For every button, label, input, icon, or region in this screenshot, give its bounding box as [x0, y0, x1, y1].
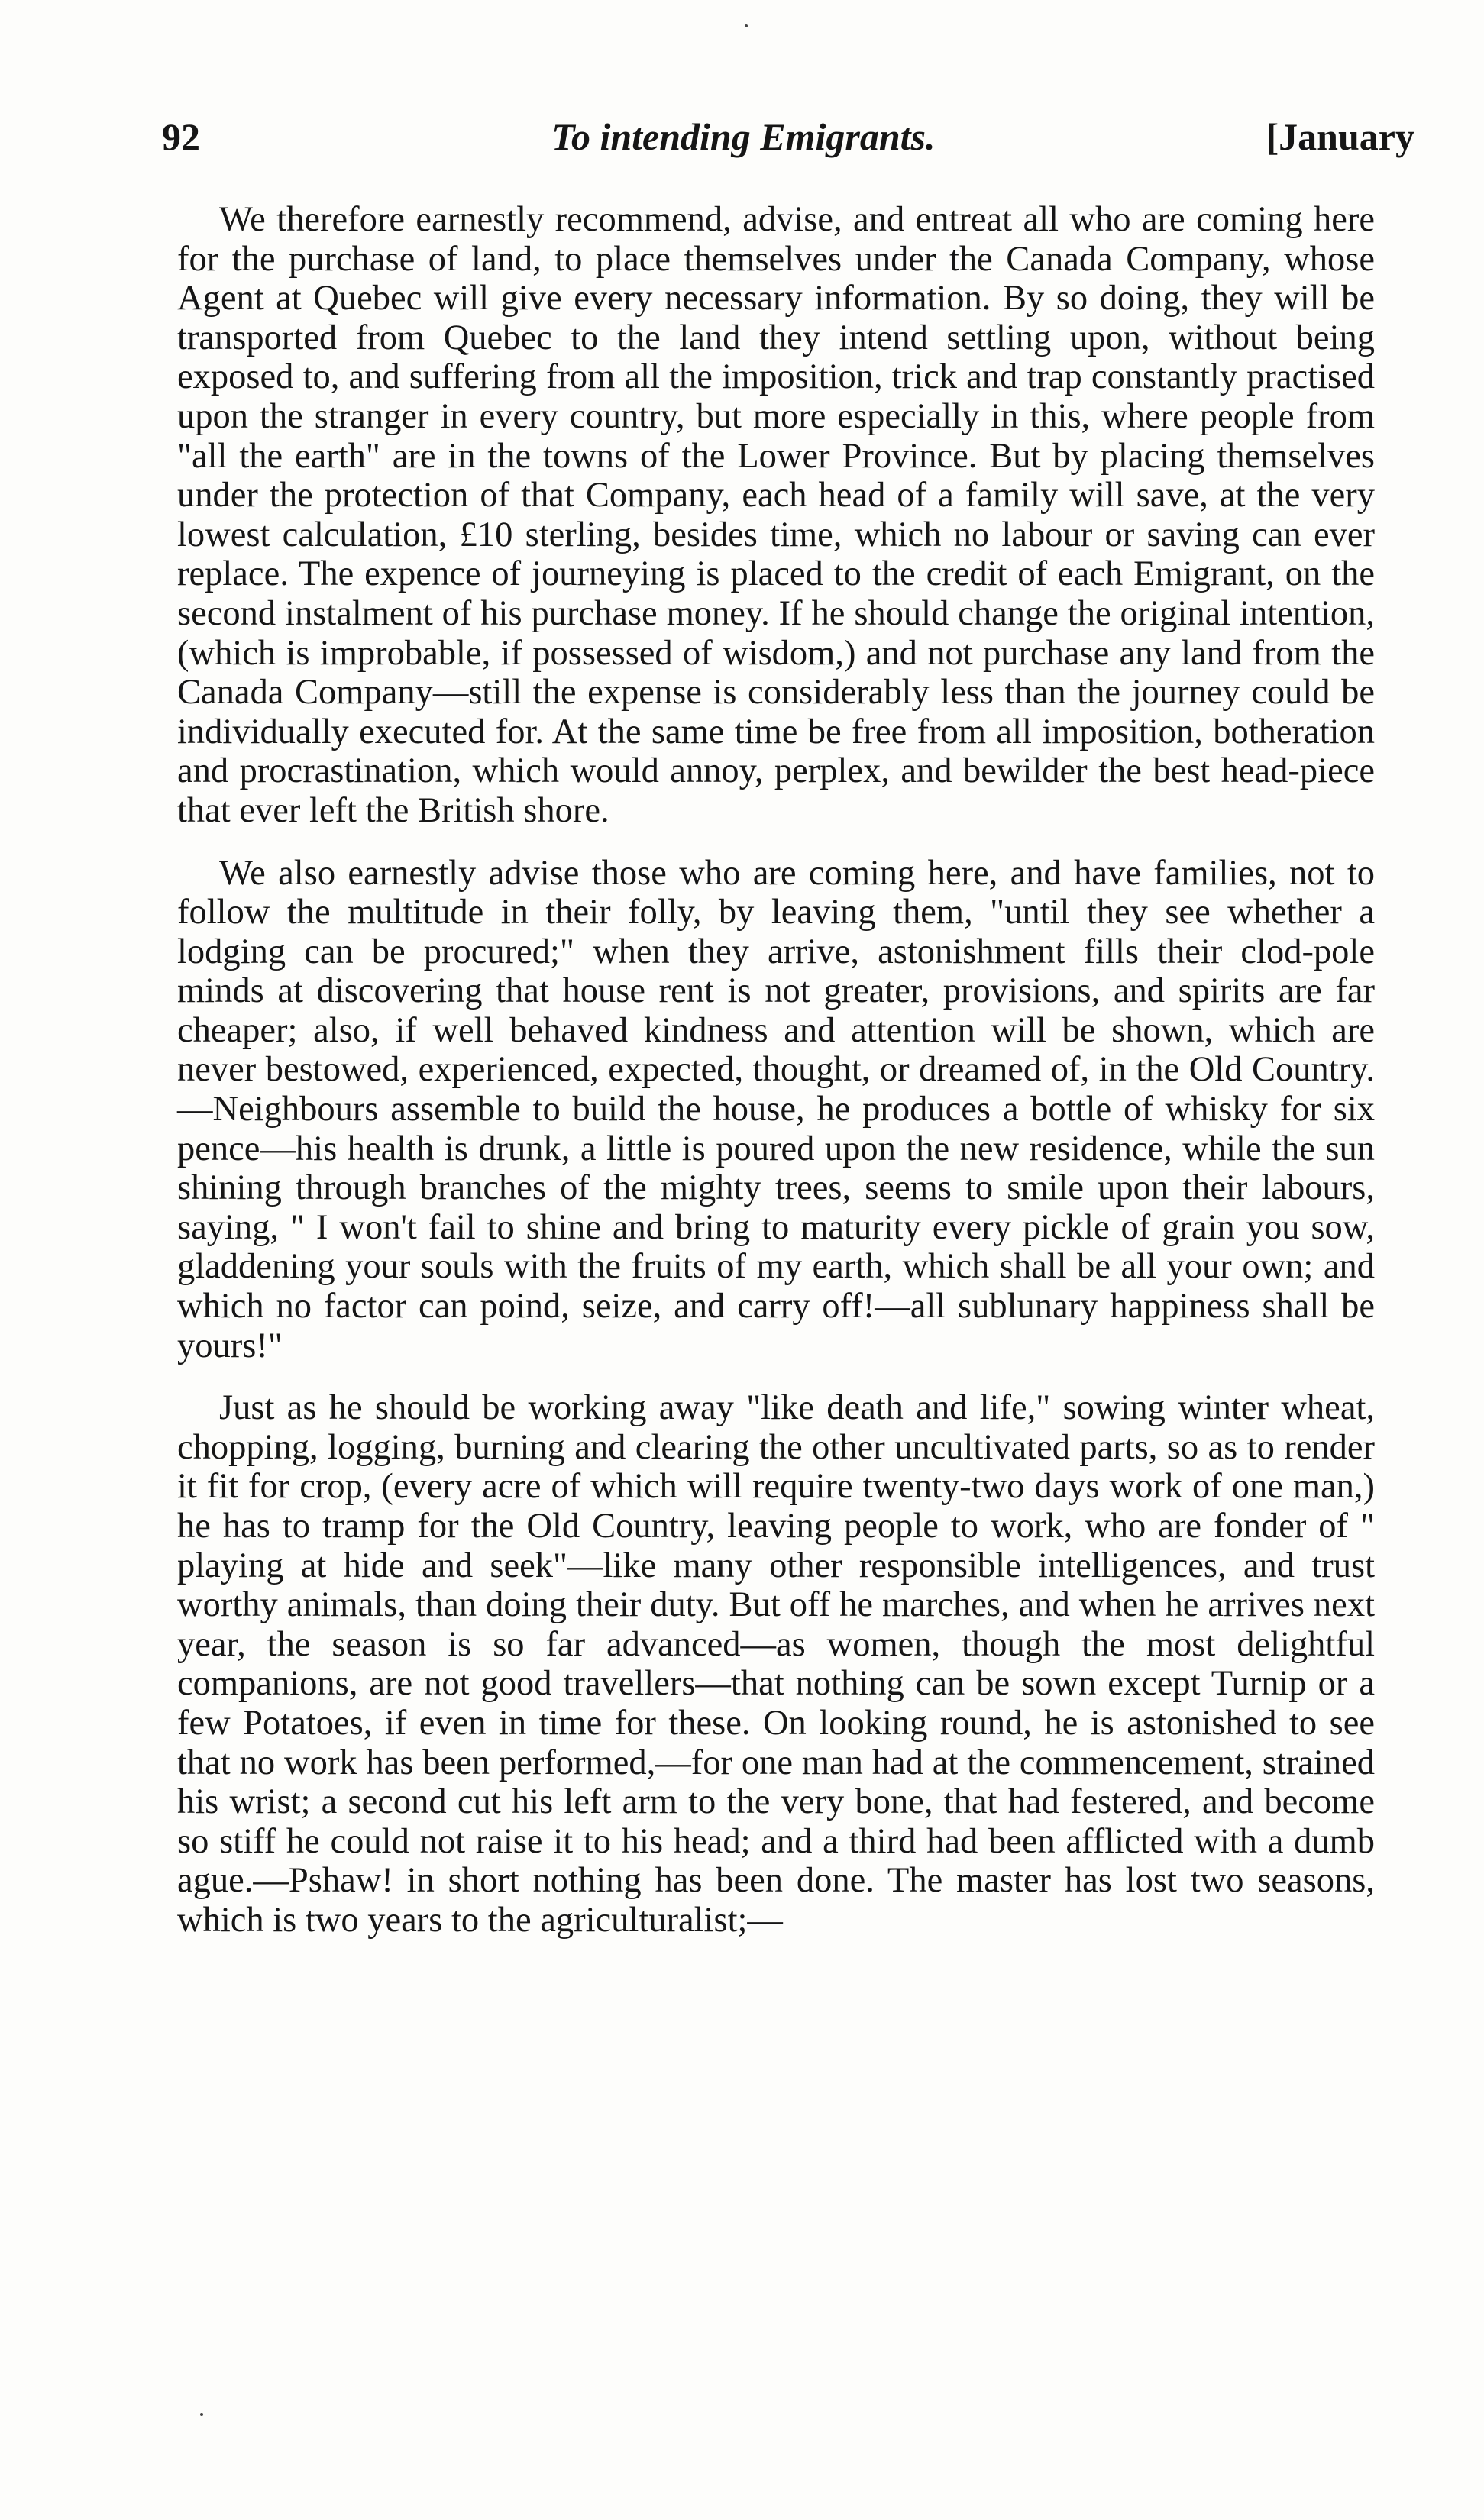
- month-heading: [January: [1266, 115, 1414, 158]
- paragraph-families-advice: We also earnestly advise those who are coming here, and have families, not to follow the multitude in their folly, by leaving them, "until they see whether a lodging can be procured;" when they arrive, astonishment fills their clod-pole minds at discovering that house rent is not greater, provisions, and spirits are far cheaper; also, if well behaved kindness and attention will be shown, which are never bestowed, experienced, expected, thought, or dreamed of, in the Old Country.—Neighbours assemble to build the house, he produces a bottle of whisky for six pence—his health is drunk, a little is poured upon the new residence, while the sun shining through branches of the mighty trees, seems to smile upon their labours, saying, " I won't fail to shine and bring to maturity every pickle of grain you sow, gladdening your souls with the fruits of my earth, which shall be all your own; and which no factor can poind, seize, and carry off!—all sublunary happiness shall be yours!": [177, 853, 1375, 1365]
- ink-speck: [200, 2413, 203, 2416]
- page-number: 92: [162, 115, 200, 158]
- ink-speck: [745, 24, 748, 27]
- page-header: [162, 115, 1414, 168]
- paragraph-lost-seasons: Just as he should be working away "like death and life," sowing winter wheat, chopping, logging, burning and clearing the other uncultivated parts, so as to render it fit for crop, (every acre of which will require twenty-two days work of one man,) he has to tramp for the Old Country, leaving people to work, who are fonder of " playing at hide and seek"—like many other responsible intelligences, and trust worthy animals, than doing their duty. But off he marches, and when he arrives next year, the season is so far advanced—as women, though the most delightful companions, are not good travellers—that nothing can be sown except Turnip or a few Potatoes, if even in time for these. On looking round, he is astonished to see that no work has been performed,—for one man had at the commencement, strained his wrist; a second cut his left arm to the very bone, that had festered, and become so stiff he could not raise it to his head; and a third had been afflicted with a dumb ague.—Pshaw! in short nothing has been done. The master has lost two seasons, which is two years to the agriculturalist;—: [177, 1388, 1375, 1940]
- body-text: [177, 200, 1375, 1940]
- paragraph-canada-company: We therefore earnestly recommend, advise, and entreat all who are coming here for the purchase of land, to place themselves under the Canada Company, whose Agent at Quebec will give every necessary information. By so doing, they will be transported from Quebec to the land they intend settling upon, without being exposed to, and suffering from all the imposition, trick and trap constantly practised upon the stranger in every country, but more especially in this, where people from "all the earth" are in the towns of the Lower Province. But by placing themselves under the protection of that Company, each head of a family will save, at the very lowest calculation, £10 sterling, besides time, which no labour or saving can ever replace. The expence of journeying is placed to the credit of each Emigrant, on the second instalment of his purchase money. If he should change the original intention, (which is improbable, if possessed of wisdom,) and not purchase any land from the Canada Company—still the expense is considerably less than the journey could be individually executed for. At the same time be free from all imposition, botheration and procrastination, which would annoy, perplex, and bewilder the best head-piece that ever left the British shore.: [177, 200, 1375, 830]
- running-title: To intending Emigrants.: [551, 115, 936, 158]
